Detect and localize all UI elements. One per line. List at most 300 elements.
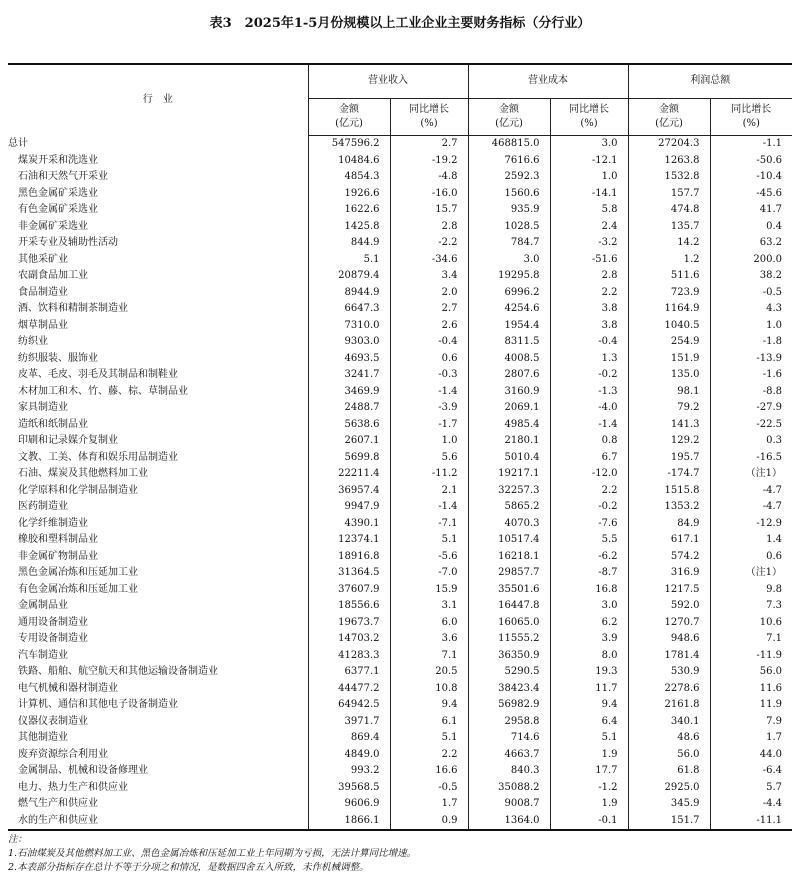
table-row	[8, 202, 792, 219]
cost-amount-cell: 3.0	[468, 252, 550, 269]
industry-name: 仪器仪表制造业	[18, 715, 88, 727]
revenue-growth-cell: -4.8	[390, 169, 468, 186]
profit-amount-cell: 574.2	[628, 549, 710, 566]
profit-growth-cell: -4.7	[710, 499, 792, 516]
profit-growth-cell: -22.5	[710, 417, 792, 434]
cost-growth-cell: 2.8	[550, 268, 628, 285]
revenue-growth-cell: -3.9	[390, 400, 468, 417]
table-row	[8, 582, 792, 599]
revenue-amount-cell: 1866.1	[308, 813, 390, 831]
profit-growth-cell: （注1）	[710, 466, 792, 483]
revenue-growth-cell: 20.5	[390, 664, 468, 681]
profit-growth-cell: 38.2	[710, 268, 792, 285]
profit-amount-header: 金额 (亿元)	[628, 99, 710, 136]
revenue-amount-cell: 12374.1	[308, 532, 390, 549]
industry-name: 食品制造业	[18, 286, 68, 298]
industry-name: 文教、工美、体育和娱乐用品制造业	[18, 451, 178, 463]
revenue-amount-header: 金额 (亿元)	[308, 99, 390, 136]
profit-growth-cell: -4.7	[710, 483, 792, 500]
revenue-growth-cell: -1.4	[390, 499, 468, 516]
cost-amount-cell: 935.9	[468, 202, 550, 219]
profit-growth-cell: 9.8	[710, 582, 792, 599]
cost-growth-cell: 1.0	[550, 169, 628, 186]
revenue-growth-cell: 16.6	[390, 763, 468, 780]
revenue-growth-cell: 5.1	[390, 532, 468, 549]
cost-growth-cell: -1.4	[550, 417, 628, 434]
profit-growth-cell: -45.6	[710, 186, 792, 203]
cost-amount-cell: 16218.1	[468, 549, 550, 566]
revenue-growth-cell: -0.3	[390, 367, 468, 384]
profit-growth-cell: 7.9	[710, 714, 792, 731]
cost-growth-cell: 6.7	[550, 450, 628, 467]
revenue-growth-cell: -1.4	[390, 384, 468, 401]
profit-amount-cell: 723.9	[628, 285, 710, 302]
profit-growth-cell: -6.4	[710, 763, 792, 780]
profit-amount-cell: 61.8	[628, 763, 710, 780]
cost-amount-cell: 7616.6	[468, 153, 550, 170]
table-row	[8, 351, 792, 368]
revenue-amount-cell: 37607.9	[308, 582, 390, 599]
industry-name: 化学纤维制造业	[18, 517, 88, 529]
profit-growth-cell: 10.6	[710, 615, 792, 632]
cost-amount-cell: 6996.2	[468, 285, 550, 302]
profit-growth-cell: -1.1	[710, 136, 792, 153]
revenue-amount-cell: 31364.5	[308, 565, 390, 582]
revenue-amount-cell: 3971.7	[308, 714, 390, 731]
revenue-growth-cell: -1.7	[390, 417, 468, 434]
revenue-growth-cell: -7.1	[390, 516, 468, 533]
cost-amount-cell: 3160.9	[468, 384, 550, 401]
revenue-amount-cell: 993.2	[308, 763, 390, 780]
industry-name: 医药制造业	[18, 501, 68, 512]
cost-growth-cell: -4.0	[550, 400, 628, 417]
profit-amount-cell: 1217.5	[628, 582, 710, 599]
revenue-growth-cell: 15.7	[390, 202, 468, 219]
table-row	[8, 252, 792, 269]
revenue-growth-cell: 10.8	[390, 681, 468, 698]
cost-growth-cell: 9.4	[550, 697, 628, 714]
revenue-amount-cell: 6647.3	[308, 301, 390, 318]
revenue-growth-cell: 1.0	[390, 433, 468, 450]
cost-growth-cell: 0.8	[550, 433, 628, 450]
industry-name: 金属制品、机械和设备修理业	[18, 765, 148, 776]
profit-growth-cell: 1.0	[710, 318, 792, 335]
table-row	[8, 697, 792, 714]
revenue-amount-cell: 6377.1	[308, 664, 390, 681]
revenue-amount-cell: 9303.0	[308, 334, 390, 351]
revenue-amount-cell: 4390.1	[308, 516, 390, 533]
revenue-growth-cell: 0.6	[390, 351, 468, 368]
table-row	[8, 169, 792, 186]
profit-amount-cell: 1353.2	[628, 499, 710, 516]
table-body	[8, 136, 792, 831]
cost-amount-header: 金额 (亿元)	[468, 99, 550, 136]
data-table	[8, 63, 792, 831]
table-row	[8, 796, 792, 813]
cost-growth-cell: 3.9	[550, 631, 628, 648]
cost-amount-cell: 2807.6	[468, 367, 550, 384]
revenue-amount-cell: 3241.7	[308, 367, 390, 384]
table-row	[8, 516, 792, 533]
revenue-amount-cell: 1622.6	[308, 202, 390, 219]
cost-growth-cell: 2.2	[550, 483, 628, 500]
cost-growth-cell: 1.3	[550, 351, 628, 368]
cost-amount-cell: 9008.7	[468, 796, 550, 813]
table-row	[8, 664, 792, 681]
notes-heading: 注：	[8, 834, 28, 845]
cost-growth-cell: -1.3	[550, 384, 628, 401]
profit-header: 利润总额	[628, 64, 792, 99]
cost-amount-cell: 19295.8	[468, 268, 550, 285]
cost-amount-cell: 468815.0	[468, 136, 550, 153]
cost-growth-cell: 5.8	[550, 202, 628, 219]
cost-growth-cell: 19.3	[550, 664, 628, 681]
industry-name: 皮革、毛皮、羽毛及其制品和制鞋业	[18, 369, 178, 380]
profit-growth-cell: -13.9	[710, 351, 792, 368]
cost-growth-cell: 5.1	[550, 730, 628, 747]
cost-growth-cell: -1.2	[550, 780, 628, 797]
profit-amount-cell: 948.6	[628, 631, 710, 648]
cost-amount-cell: 714.6	[468, 730, 550, 747]
cost-growth-cell: -0.1	[550, 813, 628, 831]
cost-amount-cell: 1560.6	[468, 186, 550, 203]
note-1: 1.石油煤炭及其他燃料加工业、黑色金属冶炼和压延加工业上年同期为亏损，无法计算同比增速。	[8, 848, 417, 859]
table-row	[8, 763, 792, 780]
table-row	[8, 780, 792, 797]
industry-name: 铁路、船舶、航空航天和其他运输设备制造业	[18, 666, 218, 677]
table-row	[8, 136, 792, 153]
revenue-amount-cell: 4693.5	[308, 351, 390, 368]
revenue-growth-cell: -16.0	[390, 186, 468, 203]
revenue-growth-cell: 2.0	[390, 285, 468, 302]
profit-growth-cell: 200.0	[710, 252, 792, 269]
profit-amount-cell: 474.8	[628, 202, 710, 219]
revenue-growth-cell: 2.1	[390, 483, 468, 500]
revenue-growth-cell: -0.4	[390, 334, 468, 351]
table-row	[8, 334, 792, 351]
industry-name: 专用设备制造业	[18, 633, 88, 644]
table-row	[8, 565, 792, 582]
profit-growth-cell: 0.6	[710, 549, 792, 566]
table-row	[8, 219, 792, 236]
revenue-growth-cell: 15.9	[390, 582, 468, 599]
industry-name: 汽车制造业	[18, 649, 68, 661]
profit-amount-cell: 135.0	[628, 367, 710, 384]
profit-amount-cell: 56.0	[628, 747, 710, 764]
revenue-amount-cell: 14703.2	[308, 631, 390, 648]
revenue-amount-cell: 5638.6	[308, 417, 390, 434]
revenue-growth-cell: 6.1	[390, 714, 468, 731]
profit-growth-cell: 7.1	[710, 631, 792, 648]
cost-amount-cell: 2592.3	[468, 169, 550, 186]
revenue-growth-cell: 2.6	[390, 318, 468, 335]
profit-growth-cell: -11.9	[710, 648, 792, 665]
revenue-growth-cell: -7.0	[390, 565, 468, 582]
cost-amount-cell: 840.3	[468, 763, 550, 780]
revenue-growth-cell: 3.4	[390, 268, 468, 285]
industry-name: 开采专业及辅助性活动	[18, 237, 118, 248]
revenue-amount-cell: 5699.8	[308, 450, 390, 467]
revenue-amount-cell: 7310.0	[308, 318, 390, 335]
revenue-amount-cell: 64942.5	[308, 697, 390, 714]
industry-name: 电力、热力生产和供应业	[18, 781, 128, 793]
profit-amount-cell: 141.3	[628, 417, 710, 434]
profit-amount-cell: 1515.8	[628, 483, 710, 500]
industry-name: 石油和天然气开采业	[18, 171, 108, 182]
table-row	[8, 417, 792, 434]
cost-amount-cell: 5290.5	[468, 664, 550, 681]
cost-amount-cell: 2069.1	[468, 400, 550, 417]
industry-name: 燃气生产和供应业	[18, 798, 98, 809]
cost-growth-cell: 5.5	[550, 532, 628, 549]
table-row	[8, 648, 792, 665]
table-row	[8, 747, 792, 764]
revenue-amount-cell: 19673.7	[308, 615, 390, 632]
revenue-amount-cell: 41283.3	[308, 648, 390, 665]
profit-amount-cell: 27204.3	[628, 136, 710, 153]
profit-growth-cell: -0.5	[710, 285, 792, 302]
cost-growth-cell: 16.8	[550, 582, 628, 599]
industry-name: 化学原料和化学制品制造业	[18, 484, 138, 496]
revenue-amount-cell: 1425.8	[308, 219, 390, 236]
industry-name: 印刷和记录媒介复制业	[18, 435, 118, 446]
cost-amount-cell: 4254.6	[468, 301, 550, 318]
profit-growth-cell: 41.7	[710, 202, 792, 219]
table-row	[8, 631, 792, 648]
profit-amount-cell: 2925.0	[628, 780, 710, 797]
profit-growth-cell: 63.2	[710, 235, 792, 252]
revenue-growth-cell: 3.1	[390, 598, 468, 615]
cost-growth-cell: 3.0	[550, 136, 628, 153]
industry-name: 石油、煤炭及其他燃料加工业	[18, 468, 148, 479]
table-row	[8, 384, 792, 401]
profit-amount-cell: 2278.6	[628, 681, 710, 698]
cost-amount-cell: 36350.9	[468, 648, 550, 665]
profit-growth-header: 同比增长 (%)	[710, 99, 792, 136]
industry-name: 总计	[8, 137, 28, 149]
cost-growth-cell: -12.0	[550, 466, 628, 483]
revenue-amount-cell: 20879.4	[308, 268, 390, 285]
profit-growth-cell: （注1）	[710, 565, 792, 582]
cost-growth-cell: -0.4	[550, 334, 628, 351]
profit-growth-cell: -16.5	[710, 450, 792, 467]
cost-amount-cell: 1954.4	[468, 318, 550, 335]
cost-growth-cell: 1.9	[550, 796, 628, 813]
revenue-growth-cell: 3.6	[390, 631, 468, 648]
table-row	[8, 615, 792, 632]
industry-name: 造纸和纸制品业	[18, 418, 88, 430]
financial-table	[8, 63, 792, 831]
table-row	[8, 433, 792, 450]
cost-amount-cell: 4985.4	[468, 417, 550, 434]
cost-growth-cell: -14.1	[550, 186, 628, 203]
revenue-growth-cell: 7.1	[390, 648, 468, 665]
cost-amount-cell: 16065.0	[468, 615, 550, 632]
profit-growth-cell: -11.1	[710, 813, 792, 831]
revenue-amount-cell: 9606.9	[308, 796, 390, 813]
table-row	[8, 714, 792, 731]
profit-amount-cell: 151.9	[628, 351, 710, 368]
profit-amount-cell: 1532.8	[628, 169, 710, 186]
cost-growth-cell: -6.2	[550, 549, 628, 566]
profit-growth-cell: 11.6	[710, 681, 792, 698]
industry-name: 橡胶和塑料制品业	[18, 534, 98, 545]
revenue-amount-cell: 9947.9	[308, 499, 390, 516]
profit-amount-cell: 84.9	[628, 516, 710, 533]
revenue-amount-cell: 36957.4	[308, 483, 390, 500]
profit-growth-cell: -27.9	[710, 400, 792, 417]
industry-name: 农副食品加工业	[18, 270, 88, 281]
profit-amount-cell: 1781.4	[628, 648, 710, 665]
table-row	[8, 186, 792, 203]
industry-header: 行 业	[142, 94, 173, 105]
revenue-growth-cell: 5.6	[390, 450, 468, 467]
cost-header: 营业成本	[468, 64, 628, 99]
cost-growth-cell: -0.2	[550, 499, 628, 516]
revenue-growth-cell: 2.7	[390, 136, 468, 153]
profit-growth-cell: -8.8	[710, 384, 792, 401]
industry-name: 纺织业	[18, 336, 48, 347]
revenue-amount-cell: 8944.9	[308, 285, 390, 302]
profit-growth-cell: 56.0	[710, 664, 792, 681]
industry-name: 有色金属矿采选业	[18, 204, 98, 215]
cost-amount-cell: 1364.0	[468, 813, 550, 831]
cost-amount-cell: 10517.4	[468, 532, 550, 549]
profit-amount-cell: 1164.9	[628, 301, 710, 318]
revenue-growth-cell: -19.2	[390, 153, 468, 170]
industry-name: 木材加工和木、竹、藤、棕、草制品业	[18, 385, 188, 397]
table-row	[8, 598, 792, 615]
cost-amount-cell: 32257.3	[468, 483, 550, 500]
industry-name: 煤炭开采和洗选业	[18, 154, 98, 166]
table-title: 表3 2025年1-5月份规模以上工业企业主要财务指标（分行业）	[209, 16, 591, 31]
profit-amount-cell: 48.6	[628, 730, 710, 747]
table-row	[8, 268, 792, 285]
profit-amount-cell: 1040.5	[628, 318, 710, 335]
industry-name: 家具制造业	[18, 402, 68, 413]
profit-amount-cell: 2161.8	[628, 697, 710, 714]
cost-growth-cell: 8.0	[550, 648, 628, 665]
revenue-growth-cell: -0.5	[390, 780, 468, 797]
revenue-amount-cell: 547596.2	[308, 136, 390, 153]
profit-growth-cell: 0.4	[710, 219, 792, 236]
profit-growth-cell: 7.3	[710, 598, 792, 615]
profit-growth-cell: -50.6	[710, 153, 792, 170]
industry-name: 通用设备制造业	[18, 616, 88, 628]
revenue-amount-cell: 2488.7	[308, 400, 390, 417]
profit-amount-cell: 592.0	[628, 598, 710, 615]
revenue-growth-cell: 6.0	[390, 615, 468, 632]
revenue-amount-cell: 844.9	[308, 235, 390, 252]
table-row	[8, 549, 792, 566]
revenue-amount-cell: 39568.5	[308, 780, 390, 797]
cost-amount-cell: 2958.8	[468, 714, 550, 731]
cost-amount-cell: 5865.2	[468, 499, 550, 516]
profit-growth-cell: -12.9	[710, 516, 792, 533]
revenue-amount-cell: 2607.1	[308, 433, 390, 450]
profit-growth-cell: -10.4	[710, 169, 792, 186]
cost-growth-cell: -12.1	[550, 153, 628, 170]
industry-name: 有色金属冶炼和压延加工业	[18, 583, 138, 595]
revenue-amount-cell: 869.4	[308, 730, 390, 747]
cost-growth-cell: 2.4	[550, 219, 628, 236]
profit-amount-cell: 254.9	[628, 334, 710, 351]
cost-growth-cell: 6.4	[550, 714, 628, 731]
industry-name: 纺织服装、服饰业	[18, 352, 98, 364]
cost-growth-cell: -0.2	[550, 367, 628, 384]
profit-growth-cell: 1.7	[710, 730, 792, 747]
profit-growth-cell: -1.8	[710, 334, 792, 351]
profit-growth-cell: 11.9	[710, 697, 792, 714]
cost-amount-cell: 38423.4	[468, 681, 550, 698]
revenue-growth-cell: 1.7	[390, 796, 468, 813]
revenue-growth-cell: -11.2	[390, 466, 468, 483]
profit-growth-cell: 5.7	[710, 780, 792, 797]
revenue-amount-cell: 10484.6	[308, 153, 390, 170]
revenue-growth-cell: -5.6	[390, 549, 468, 566]
profit-amount-cell: 617.1	[628, 532, 710, 549]
cost-growth-cell: 3.0	[550, 598, 628, 615]
cost-amount-cell: 56982.9	[468, 697, 550, 714]
profit-amount-cell: 1270.7	[628, 615, 710, 632]
revenue-growth-cell: 5.1	[390, 730, 468, 747]
revenue-growth-header: 同比增长 (%)	[390, 99, 468, 136]
table-row	[8, 153, 792, 170]
cost-growth-cell: 11.7	[550, 681, 628, 698]
table-row	[8, 318, 792, 335]
profit-growth-cell: 1.4	[710, 532, 792, 549]
profit-amount-cell: 151.7	[628, 813, 710, 831]
cost-amount-cell: 8311.5	[468, 334, 550, 351]
cost-amount-cell: 4663.7	[468, 747, 550, 764]
cost-amount-cell: 35501.6	[468, 582, 550, 599]
cost-growth-cell: -8.7	[550, 565, 628, 582]
profit-amount-cell: 345.9	[628, 796, 710, 813]
profit-amount-cell: 1.2	[628, 252, 710, 269]
industry-name: 计算机、通信和其他电子设备制造业	[18, 699, 178, 710]
profit-amount-cell: 98.1	[628, 384, 710, 401]
profit-amount-cell: 530.9	[628, 664, 710, 681]
table-row	[8, 400, 792, 417]
profit-amount-cell: 195.7	[628, 450, 710, 467]
cost-amount-cell: 5010.4	[468, 450, 550, 467]
profit-amount-cell: 79.2	[628, 400, 710, 417]
profit-amount-cell: 14.2	[628, 235, 710, 252]
profit-amount-cell: 511.6	[628, 268, 710, 285]
cost-amount-cell: 2180.1	[468, 433, 550, 450]
cost-amount-cell: 19217.1	[468, 466, 550, 483]
profit-growth-cell: -4.4	[710, 796, 792, 813]
cost-growth-cell: -7.6	[550, 516, 628, 533]
profit-amount-cell: 129.2	[628, 433, 710, 450]
revenue-amount-cell: 18556.6	[308, 598, 390, 615]
profit-amount-cell: 316.9	[628, 565, 710, 582]
table-row	[8, 285, 792, 302]
industry-name: 黑色金属矿采选业	[18, 187, 98, 199]
table-row	[8, 730, 792, 747]
table-row	[8, 235, 792, 252]
cost-amount-cell: 16447.8	[468, 598, 550, 615]
cost-growth-cell: -51.6	[550, 252, 628, 269]
revenue-amount-cell: 4849.0	[308, 747, 390, 764]
cost-growth-cell: -3.2	[550, 235, 628, 252]
revenue-header: 营业收入	[308, 64, 468, 99]
revenue-amount-cell: 5.1	[308, 252, 390, 269]
profit-amount-cell: 1263.8	[628, 153, 710, 170]
cost-amount-cell: 35088.2	[468, 780, 550, 797]
revenue-growth-cell: 9.4	[390, 697, 468, 714]
table-row	[8, 681, 792, 698]
